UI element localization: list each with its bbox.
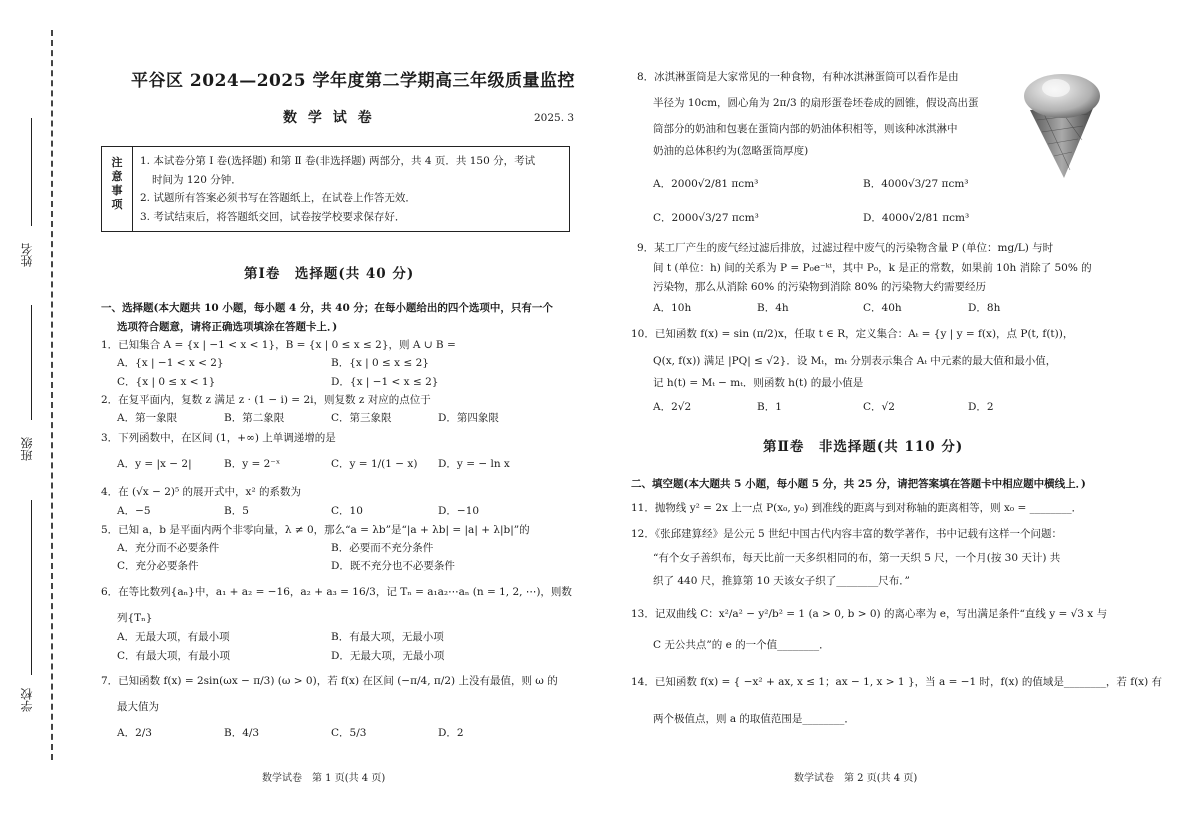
choice: D．{x | −1 < x ≤ 2} <box>331 376 439 388</box>
school-line <box>31 500 32 675</box>
question-9-cont: 间 t (单位：h) 间的关系为 P = P₀e⁻ᵏᵗ，其中 P₀，k 是正的常数，如果前 10h 消除了 50% 的 <box>653 262 1092 274</box>
question-12-cont: 织了 440 尺，推算第 10 天该女子织了________尺布．” <box>653 575 910 587</box>
part2-heading: 第Ⅱ卷 非选择题(共 110 分) <box>763 439 964 455</box>
choice: B．{x | 0 ≤ x ≤ 2} <box>331 357 429 369</box>
choice: C．充分必要条件 <box>117 560 199 572</box>
choice: A．−5 <box>117 505 151 517</box>
choice: D．y = − ln x <box>438 458 510 470</box>
page-footer-right: 数学试卷 第 2 页(共 4 页) <box>794 773 918 784</box>
question-13: 13．记双曲线 C：x²/a² − y²/b² = 1 (a > 0, b > 0) 的离心率为 e，写出满足条件“直线 y = √3 x 与 <box>631 608 1108 620</box>
choice: D．既不充分也不必要条件 <box>331 560 455 572</box>
choice: B．5 <box>224 505 249 517</box>
exam-title: 平谷区 2024—2025 学年度第二学期高三年级质量监控 <box>131 71 575 91</box>
choice: A．{x | −1 < x < 2} <box>117 357 224 369</box>
choice: B．4/3 <box>224 727 260 739</box>
choice: D．−10 <box>438 505 480 517</box>
question-1: 1．已知集合 A = {x | −1 < x < 1}，B = {x | 0 ≤ x ≤ 2}，则 A ∪ B = <box>101 339 456 351</box>
choice: B．第二象限 <box>224 412 285 424</box>
exam-subtitle: 数 学 试 卷 <box>283 110 375 126</box>
choice: C．10 <box>331 505 363 517</box>
choice: C．40h <box>863 302 902 314</box>
choice: C．{x | 0 ≤ x < 1} <box>117 376 216 388</box>
question-13-cont: C 无公共点”的 e 的一个值________． <box>653 639 830 651</box>
question-7: 7．已知函数 f(x) = 2sin(ωx − π/3) (ω > 0)，若 f(x) 在区间 (−π/4, π/2) 上没有最值，则 ω 的 <box>101 675 558 687</box>
school-label: 学校 <box>20 688 34 712</box>
question-14-cont: 两个极值点，则 a 的取值范围是________． <box>653 713 855 725</box>
exam-date: 2025. 3 <box>534 112 575 124</box>
choice: A．10h <box>653 302 692 314</box>
class-label: 班级 <box>20 437 34 461</box>
notice-item: 1. 本试卷分第 Ⅰ 卷(选择题) 和第 Ⅱ 卷(非选择题) 两部分，共 4 页．共 150 分，考试 <box>140 155 536 167</box>
question-8: 8．冰淇淋蛋筒是大家常见的一种食物，有种冰淇淋蛋筒可以看作是由 <box>637 71 959 83</box>
notice-item: 2. 试题所有答案必须书写在答题纸上，在试卷上作答无效． <box>140 192 416 204</box>
choice: A．充分而不必要条件 <box>117 542 220 554</box>
question-10-cont: Q(x, f(x)) 满足 |PQ| ≤ √2}．设 Mₜ，mₜ 分别表示集合 Aₜ 中元素的最大值和最小值， <box>653 355 1057 367</box>
choice: D．8h <box>968 302 1001 314</box>
choice: C．2000√3/27 πcm³ <box>653 212 759 224</box>
question-5: 5．已知 a，b 是平面内两个非零向量，λ ≠ 0，那么“a = λb”是“|a + λb| = |a| + λ|b|”的 <box>101 524 530 536</box>
class-line <box>31 305 32 420</box>
question-14: 14．已知函数 f(x) = { −x² + ax, x ≤ 1；ax − 1, x > 1 }，当 a = −1 时，f(x) 的值域是________，若 f(x) 有 <box>631 676 1163 688</box>
choice: C．√2 <box>863 401 895 413</box>
notice-box <box>101 146 570 232</box>
choice: D．4000√2/81 πcm³ <box>863 212 970 224</box>
question-3: 3．下列函数中，在区间 (1，+∞) 上单调递增的是 <box>101 432 336 444</box>
choice: B．有最大项，无最小项 <box>331 631 444 643</box>
question-4: 4．在 (√x − 2)⁵ 的展开式中，x² 的系数为 <box>101 486 301 498</box>
choice: A．2√2 <box>653 401 692 413</box>
question-10-cont: 记 h(t) = Mₜ − mₜ．则函数 h(t) 的最小值是 <box>653 377 864 389</box>
choice: B．必要而不充分条件 <box>331 542 434 554</box>
question-10: 10．已知函数 f(x) = sin (π/2)x，任取 t ∈ R，定义集合：Aₜ = {y | y = f(x)，点 P(t, f(t))， <box>631 328 1074 340</box>
question-2: 2．在复平面内，复数 z 满足 z · (1 − i) = 2i，则复数 z 对应的点位于 <box>101 394 431 406</box>
part1-heading: 第Ⅰ卷 选择题(共 40 分) <box>244 266 415 282</box>
choice: D．第四象限 <box>438 412 499 424</box>
question-8-cont: 半径为 10cm，圆心角为 2π/3 的扇形蛋卷坯卷成的圆锥，假设高出蛋 <box>653 97 979 109</box>
question-8-cont: 筒部分的奶油和包裹在蛋筒内部的奶油体积相等，则该种冰淇淋中 <box>653 123 958 135</box>
name-line <box>31 118 32 226</box>
choice: C．y = 1/(1 − x) <box>331 458 418 470</box>
binding-dashed-line <box>51 30 53 760</box>
choice: B．1 <box>757 401 782 413</box>
choice: C．第三象限 <box>331 412 392 424</box>
question-12-cont: “有个女子善织布，每天比前一天多织相同的布，第一天织 5 尺，一个月(按 30 天计) 共 <box>653 552 1061 564</box>
choice: D．无最大项，无最小项 <box>331 650 445 662</box>
question-12: 12．《张邱建算经》是公元 5 世纪中国古代内容丰富的数学著作，书中记载有这样一个问题： <box>631 528 1062 540</box>
choice: B．4000√3/27 πcm³ <box>863 178 969 190</box>
question-7-cont: 最大值为 <box>117 701 159 713</box>
name-label: 姓名 <box>20 243 34 267</box>
choice: D．2 <box>968 401 994 413</box>
question-8-cont: 奶油的总体积约为(忽略蛋筒厚度) <box>653 145 809 157</box>
choice: B．y = 2⁻ˣ <box>224 458 281 470</box>
notice-label: 注意事项 <box>102 147 133 231</box>
question-6-cont: 列{Tₙ} <box>117 612 153 624</box>
choice: B．4h <box>757 302 789 314</box>
choice: D．2 <box>438 727 464 739</box>
section1-instruction: 选项符合题意，请将正确选项填涂在答题卡上．) <box>117 321 338 333</box>
choice: C．有最大项，有最小项 <box>117 650 231 662</box>
notice-item: 3. 考试结束后，将答题纸交回，试卷按学校要求保存好． <box>140 210 406 223</box>
question-9: 9．某工厂产生的废气经过滤后排放，过滤过程中废气的污染物含量 P (单位：mg/L) 与时 <box>637 242 1054 254</box>
section2-instruction: 二、填空题(本大题共 5 小题，每小题 5 分，共 25 分，请把答案填在答题卡中相应题中横线上．) <box>631 478 1086 490</box>
question-11: 11．抛物线 y² = 2x 上一点 P(x₀, y₀) 到准线的距离与到对称轴的距离相等，则 x₀ = ________． <box>631 502 1083 514</box>
choice: A．无最大项，有最小项 <box>117 631 230 643</box>
question-9-cont: 污染物，那么从消除 60% 的污染物到消除 80% 的污染物大约需要经历 <box>653 281 987 293</box>
choice: A．y = |x − 2| <box>117 458 192 470</box>
section1-instruction: 一、选择题(本大题共 10 小题，每小题 4 分，共 40 分；在每小题给出的四个选项中，只有一个 <box>101 302 553 314</box>
question-6: 6．在等比数列{aₙ}中，a₁ + a₂ = −16，a₂ + a₃ = 16/3，记 Tₙ = a₁a₂⋯aₙ (n = 1, 2, ⋯)，则数 <box>101 586 572 598</box>
choice: A．2/3 <box>117 727 152 739</box>
choice: A．2000√2/81 πcm³ <box>653 178 759 190</box>
choice: A．第一象限 <box>117 412 178 424</box>
choice: C．5/3 <box>331 727 367 739</box>
ice-cream-cone-image <box>1022 70 1102 180</box>
page-footer-left: 数学试卷 第 1 页(共 4 页) <box>262 773 386 784</box>
notice-item: 时间为 120 分钟． <box>152 173 242 186</box>
